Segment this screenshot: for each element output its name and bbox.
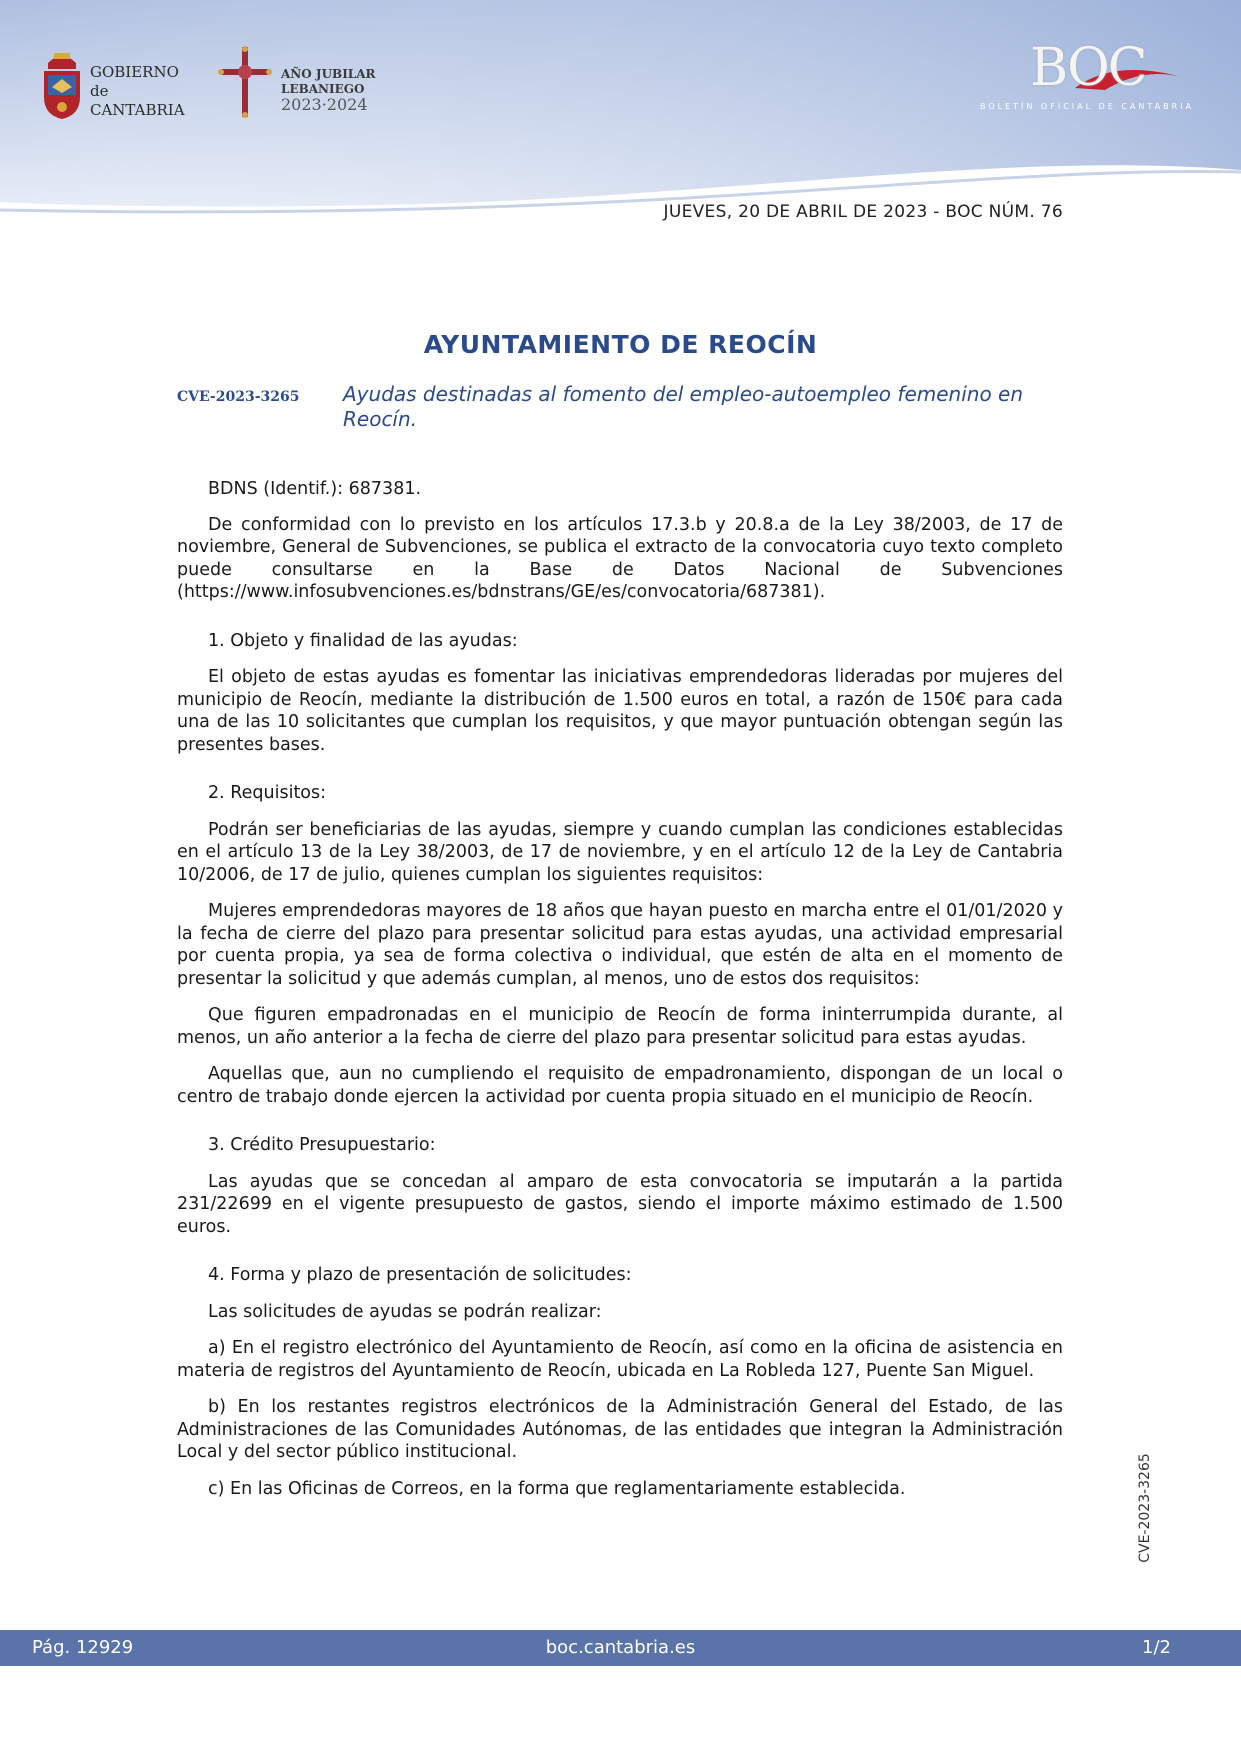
page-header xyxy=(0,0,1241,225)
boc-logo xyxy=(975,38,1205,118)
page-count: 1/2 xyxy=(1142,1637,1171,1658)
page-footer xyxy=(0,1630,1241,1666)
section-heading: 2. Requisitos: xyxy=(208,783,327,803)
issue-date-line: JUEVES, 20 DE ABRIL DE 2023 - BOC NÚM. 76 xyxy=(663,202,1063,222)
ano-jubilar-logo xyxy=(215,45,385,125)
side-cve-text: CVE-2023-3265 xyxy=(1136,1453,1153,1563)
coat-of-arms-icon xyxy=(40,45,84,121)
paragraph: De conformidad con lo previsto en los artículos 17.3.b y 20.8.a de la Ley 38/2003, de 17 de noviembre, General de Subvenciones, se publica el extracto de la convocatoria cuyo texto completo puede consultarse en la Base de Datos Nacional de Subvenciones (https://www.infosubvenciones.es/bdnstrans/GE/es/convocatoria/687381). xyxy=(177,514,1063,602)
paragraph: b) En los restantes registros electrónicos de la Administración General del Estado, de las Administraciones de las Comunidades Autónomas, de las entidades que integran la Administración Local y del sector público institucional. xyxy=(177,1397,1063,1462)
document-body xyxy=(177,478,1063,1514)
ano-jubilar-text: AÑO JUBILAR LEBANIEGO 2023·2024 xyxy=(281,67,376,114)
paragraph: Que figuren empadronadas en el municipio de Reocín de forma ininterrumpida durante, al menos, un año anterior a la fecha de cierre del plazo para presentar solicitud para estas ayudas. xyxy=(177,1005,1063,1048)
boc-letters: BOC xyxy=(1030,38,1146,98)
cve-code: CVE-2023-3265 xyxy=(177,389,300,405)
gobierno-text: GOBIERNO de CANTABRIA xyxy=(90,63,185,119)
cruz-victoria-icon xyxy=(215,45,275,119)
organization-title: AYUNTAMIENTO DE REOCÍN xyxy=(423,330,818,359)
paragraph: a) En el registro electrónico del Ayuntamiento de Reocín, así como en la oficina de asistencia en materia de registros del Ayuntamiento de Reocín, ubicada en La Robleda 127, Puente San Miguel. xyxy=(177,1338,1063,1381)
paragraph: Aquellas que, aun no cumpliendo el requisito de empadronamiento, dispongan de un local o centro de trabajo donde ejercen la actividad por cuenta propia situado en el municipio de Reocín. xyxy=(177,1064,1063,1107)
page-number: Pág. 12929 xyxy=(32,1637,134,1658)
section-heading: 1. Objeto y finalidad de las ayudas: xyxy=(208,630,518,651)
paragraph: Podrán ser beneficiarias de las ayudas, siempre y cuando cumplan las condiciones establecidas en el artículo 13 de la Ley 38/2003, de 17 de noviembre, y en el artículo 12 de la Ley de Cantabria 10/2006, de 17 de julio, quienes cumplan los siguientes requisitos: xyxy=(177,819,1063,885)
paragraph: c) En las Oficinas de Correos, en la forma que reglamentariamente establecida. xyxy=(208,1478,906,1499)
boc-subtitle: BOLETÍN OFICIAL DE CANTABRIA xyxy=(980,102,1195,111)
section-heading: 4. Forma y plazo de presentación de solicitudes: xyxy=(208,1265,632,1285)
paragraph: Las ayudas que se concedan al amparo de esta convocatoria se imputarán a la partida 231/22699 en el vigente presupuesto de gastos, siendo el importe máximo estimado de 1.500 euros. xyxy=(177,1171,1063,1237)
paragraph: Mujeres emprendedoras mayores de 18 años que hayan puesto en marcha entre el 01/01/2020 y la fecha de cierre del plazo para presentar solicitud para estas ayudas, una actividad empresarial por cuenta propia, ya sea de forma colectiva o individual, que estén de alta en el momento de presentar la solicitud y que además cumplan, al menos, uno de estos dos requisitos: xyxy=(177,901,1063,989)
paragraph: BDNS (Identif.): 687381. xyxy=(208,479,422,499)
paragraph: Las solicitudes de ayudas se podrán realizar: xyxy=(208,1301,602,1322)
paragraph: El objeto de estas ayudas es fomentar las iniciativas emprendedoras lideradas por mujeres del municipio de Reocín, mediante la distribución de 1.500 euros en total, a razón de 150€ para cada una de las 10 solicitantes que cumplan los requisitos, y que mayor puntuación obtengan según las presentes bases. xyxy=(177,667,1063,755)
announcement-subject: Ayudas destinadas al fomento del empleo-autoempleo femenino en Reocín. xyxy=(343,382,1024,431)
gobierno-cantabria-logo xyxy=(40,45,210,125)
website-link[interactable]: boc.cantabria.es xyxy=(545,1637,696,1658)
section-heading: 3. Crédito Presupuestario: xyxy=(208,1135,436,1155)
side-cve-label xyxy=(1136,1450,1160,1570)
